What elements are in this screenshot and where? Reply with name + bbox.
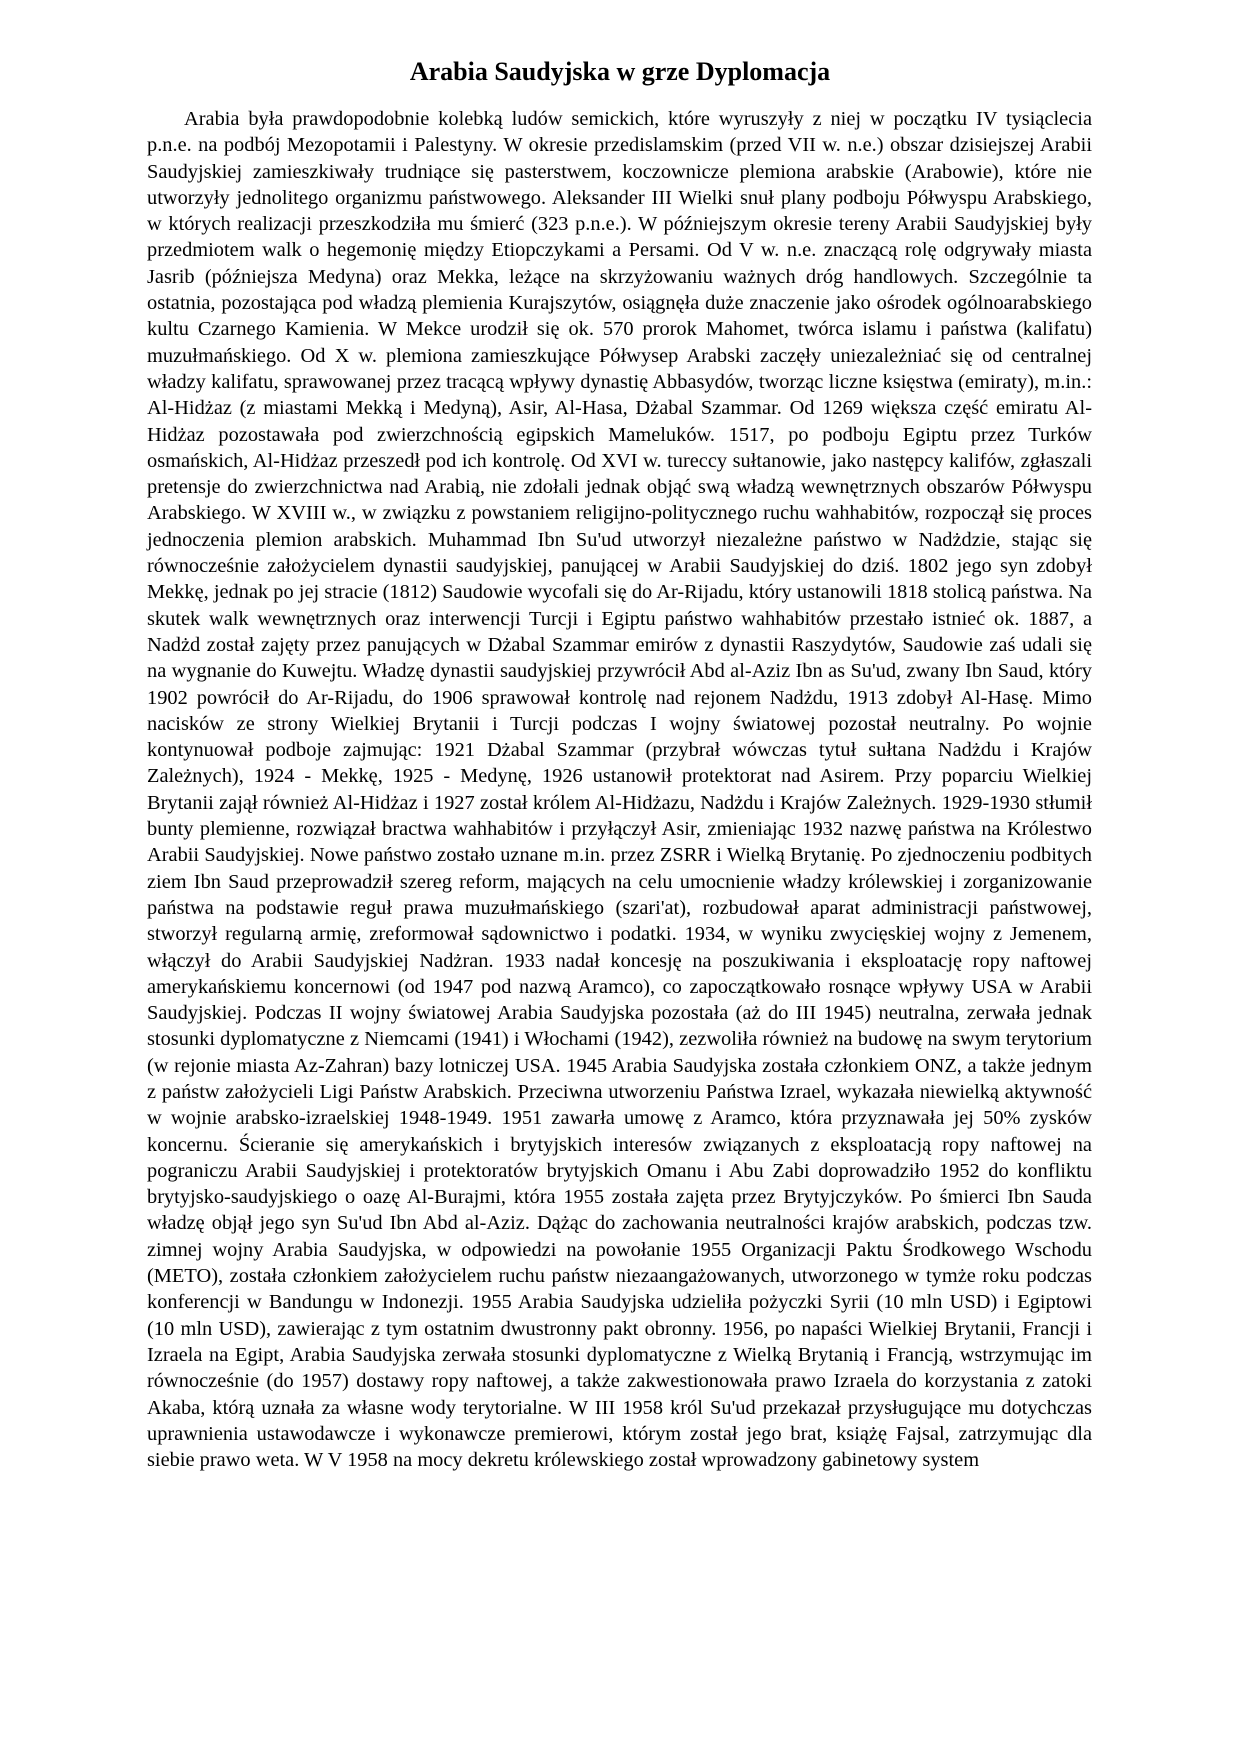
document-title: Arabia Saudyjska w grze Dyplomacja (409, 57, 831, 86)
body-paragraph: Arabia była prawdopodobnie kolebką ludów semickich, które wyruszyły z niej w początku IV tysiąclecia p.n.e. na podbój Mezopotamii i Palestyny. W okresie przedislamskim (przed VII w. n.e.) obszar dzisiejszej Arabii Saudyjskiej zamieszkiwały trudniące się pasterstwem, koczownicze plemiona arabskie (Arabowie), które nie utworzyły jednolitego organizmu państwowego. Aleksander III Wielki snuł plany podboju Półwyspu Arabskiego, w których realizacji przeszkodziła mu śmierć (323 p.n.e.). W późniejszym okresie tereny Arabii Saudyjskiej były przedmiotem walk o hegemonię między Etiopczykami a Persami. Od V w. n.e. znaczącą rolę odgrywały miasta Jasrib (późniejsza Medyna) oraz Mekka, leżące na skrzyżowaniu ważnych dróg handlowych. Szczególnie ta ostatnia, pozostająca pod władzą plemienia Kurajszytów, osiągnęła duże znaczenie jako ośrodek ogólnoarabskiego kultu Czarnego Kamienia. W Mekce urodził się ok. 570 prorok Mahomet, twórca islamu i państwa (kalifatu) muzułmańskiego. Od X w. plemiona zamieszkujące Półwysep Arabski zaczęły uniezależniać się od centralnej władzy kalifatu, sprawowanej przez tracącą wpływy dynastię Abbasydów, tworząc liczne księstwa (emiraty), m.in.: Al-Hidżaz (z miastami Mekką i Medyną), Asir, Al-Hasa, Dżabal Szammar. Od 1269 większa część emiratu Al-Hidżaz pozostawała pod zwierzchnością egipskich Mameluków. 1517, po podboju Egiptu przez Turków osmańskich, Al-Hidżaz przeszedł pod ich kontrolę. Od XVI w. tureccy sułtanowie, jako następcy kalifów, zgłaszali pretensje do zwierzchnictwa nad Arabią, nie zdołali jednak objąć swą władzą wewnętrznych obszarów Półwyspu Arabskiego. W XVIII w., w związku z powstaniem religijno-politycznego ruchu wahhabitów, rozpoczął się proces jednoczenia plemion arabskich. Muhammad Ibn Su'ud utworzył niezależne państwo w Nadżdzie, stając się równocześnie założycielem dynastii saudyjskiej, panującej w Arabii Saudyjskiej do dziś. 1802 jego syn zdobył Mekkę, jednak po jej stracie (1812) Saudowie wycofali się do Ar-Rijadu, który ustanowili 1818 stolicą państwa. Na skutek walk wewnętrznych oraz interwencji Turcji i Egiptu państwo wahhabitów przestało istnieć ok. 1887, a Nadżd został zajęty przez panujących w Dżabal Szammar emirów z dynastii Raszydytów, Saudowie zaś udali się na wygnanie do Kuwejtu. Władzę dynastii saudyjskiej przywrócił Abd al-Aziz Ibn as Su'ud, zwany Ibn Saud, który 1902 powrócił do Ar-Rijadu, do 1906 sprawował kontrolę nad rejonem Nadżdu, 1913 zdobył Al-Hasę. Mimo nacisków ze strony Wielkiej Brytanii i Turcji podczas I wojny światowej pozostał neutralny. Po wojnie kontynuował podboje zajmując: 1921 Dżabal Szammar (przybrał wówczas tytuł sułtana Nadżdu i Krajów Zależnych), 1924 - Mekkę, 1925 - Medynę, 1926 ustanowił protektorat nad Asirem. Przy poparciu Wielkiej Brytanii zajął również Al-Hidżaz i 1927 został królem Al-Hidżazu, Nadżdu i Krajów Zależnych. 1929-1930 stłumił bunty plemienne, rozwiązał bractwa wahhabitów i przyłączył Asir, zmieniając 1932 nazwę państwa na Królestwo Arabii Saudyjskiej. Nowe państwo zostało uznane m.in. przez ZSRR i Wielką Brytanię. Po zjednoczeniu podbitych ziem Ibn Saud przeprowadził szereg reform, mających na celu umocnienie władzy królewskiej i zorganizowanie państwa na podstawie reguł prawa muzułmańskiego (szari'at), rozbudował aparat administracji państwowej, stworzył regularną armię, zreformował sądownictwo i podatki. 1934, w wyniku zwycięskiej wojny z Jemenem, włączył do Arabii Saudyjskiej Nadżran. 1933 nadał koncesję na poszukiwania i eksploatację ropy naftowej amerykańskiemu koncernowi (od 1947 pod nazwą Aramco), co zapoczątkowało rosnące wpływy USA w Arabii Saudyjskiej. Podczas II wojny światowej Arabia Saudyjska pozostała (aż do III 1945) neutralna, zerwała jednak stosunki dyplomatyczne z Niemcami (1941) i Włochami (1942), zezwoliła również na budowę na swym terytorium (w rejonie miasta Az-Zahran) bazy lotniczej USA. 1945 Arabia Saudyjska została członkiem ONZ, a także jednym z państw założycieli Ligi Państw Arabskich. Przeciwna utworzeniu Państwa Izrael, wykazała niewielką aktywność w wojnie arabsko-izraelskiej 1948-1949. 1951 zawarła umowę z Aramco, która przyznawała jej 50% zysków koncernu. Ścieranie się amerykańskich i brytyjskich interesów związanych z eksploatacją ropy naftowej na pograniczu Arabii Saudyjskiej i protektoratów brytyjskich Omanu i Abu Zabi doprowadziło 1952 do konfliktu brytyjsko-saudyjskiego o oazę Al-Burajmi, która 1955 została zajęta przez Brytyjczyków. Po śmierci Ibn Sauda władzę objął jego syn Su'ud Ibn Abd al-Aziz. Dążąc do zachowania neutralności krajów arabskich, podczas tzw. zimnej wojny Arabia Saudyjska, w odpowiedzi na powołanie 1955 Organizacji Paktu Środkowego Wschodu (METO), została członkiem założycielem ruchu państw niezaangażowanych, utworzonego w tymże roku podczas konferencji w Bandungu w Indonezji. 1955 Arabia Saudyjska udzieliła pożyczki Syrii (10 mln USD) i Egiptowi (10 mln USD), zawierając z tym ostatnim dwustronny pakt obronny. 1956, po napaści Wielkiej Brytanii, Francji i Izraela na Egipt, Arabia Saudyjska zerwała stosunki dyplomatyczne z Wielką Brytanią i Francją, wstrzymując im równocześnie (do 1957) dostawy ropy naftowej, a także zakwestionowała prawo Izraela do korzystania z zatoki Akaba, którą uznała za własne wody terytorialne. W III 1958 król Su'ud przekazał przysługujące mu dotychczas uprawnienia ustawodawcze i wykonawcze premierowi, którym został jego brat, książę Fajsal, zatrzymując dla siebie prawo weta. W V 1958 na mocy dekretu królewskiego został wprowadzony gabinetowy system (147, 108, 1092, 1472)
